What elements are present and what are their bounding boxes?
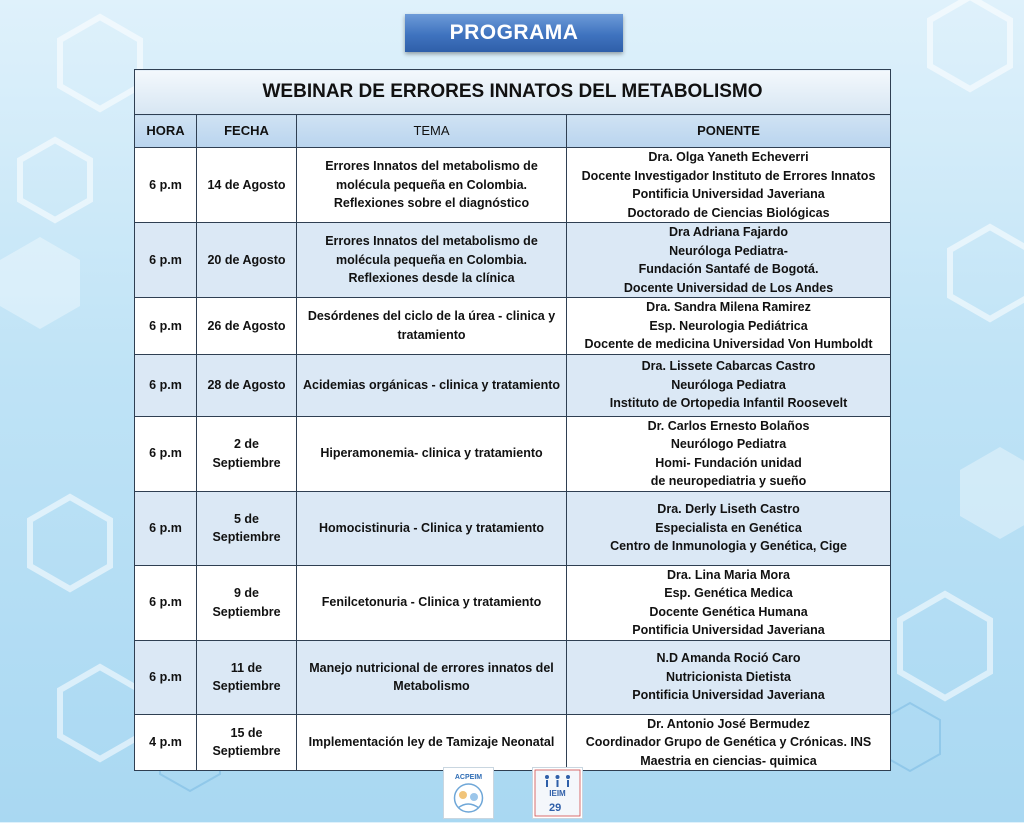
table-title: WEBINAR DE ERRORES INNATOS DEL METABOLISMO (135, 70, 891, 115)
fecha-cell: 2 de Septiembre (197, 416, 297, 491)
hora-cell: 6 p.m (135, 223, 197, 298)
ponente-cell (567, 416, 891, 491)
hora-cell: 6 p.m (135, 491, 197, 565)
ponente-line: Nutricionista Dietista (665, 669, 792, 684)
ponente-line: Pontificia Universidad Javeriana (632, 623, 825, 637)
ponente-line: Neuróloga Pediatra- (669, 243, 788, 258)
hora-cell: 6 p.m (135, 416, 197, 491)
ponente-line: Dra. Olga Yaneth Echeverri (648, 150, 809, 164)
ponente-line: Fundación Santafé de Bogotá. (638, 262, 819, 276)
header-ponente: PONENTE (567, 115, 891, 148)
ponente-cell (567, 148, 891, 223)
fecha-cell: 14 de Agosto (197, 148, 297, 223)
tema-cell: Homocistinuria - Clinica y tratamiento (297, 491, 567, 565)
table-row (135, 640, 891, 714)
tema-cell: Acidemias orgánicas - clinica y tratamiento (297, 354, 567, 416)
ponente-line: Dra. Lina Maria Mora (667, 567, 790, 582)
table-row (135, 354, 891, 416)
ponente-line: de neuropediatria y sueño (650, 474, 807, 488)
ponente-line: Docente Universidad de Los Andes (623, 280, 834, 295)
ponente-line: Instituto de Ortopedia Infantil Roosevelt (609, 396, 848, 411)
ponente-cell (567, 714, 891, 771)
ponente-line: Dra. Sandra Milena Ramirez (646, 300, 811, 314)
ponente-line: Homi- Fundación unidad (655, 455, 802, 470)
fecha-cell: 11 de Septiembre (197, 640, 297, 714)
ponente-line: Especialista en Genética (655, 520, 802, 535)
table-row (135, 148, 891, 223)
hora-cell: 6 p.m (135, 148, 197, 223)
fecha-cell: 9 de Septiembre (197, 565, 297, 640)
table-row (135, 416, 891, 491)
acpeim-logo-text: ACPEIM (454, 774, 483, 781)
header-hora: HORA (135, 115, 197, 148)
programa-banner: PROGRAMA (405, 14, 623, 52)
ponente-line: Dra. Lissete Cabarcas Castro (641, 359, 816, 374)
ponente-cell (567, 223, 891, 298)
ponente-line: Neurólogo Pediatra (670, 437, 787, 451)
ponente-line: Dr. Carlos Ernesto Bolaños (647, 418, 810, 433)
ponente-line: Dra Adriana Fajardo (669, 225, 789, 239)
tema-cell: Fenilcetonuria - Clinica y tratamiento (297, 565, 567, 640)
fecha-cell: 28 de Agosto (197, 354, 297, 416)
ponente-line: Pontificia Universidad Javeriana (632, 688, 825, 703)
hora-cell: 4 p.m (135, 714, 197, 771)
hora-cell: 6 p.m (135, 354, 197, 416)
ponente-line: Docente Investigador Instituto de Errores Innatos (581, 168, 876, 183)
tema-cell: Hiperamonemia- clinica y tratamiento (297, 416, 567, 491)
tema-cell: Implementación ley de Tamizaje Neonatal (297, 714, 567, 771)
ponente-line: Esp. Neurologia Pediátrica (649, 318, 808, 333)
tema-cell: Errores Innatos del metabolismo de molécula pequeña en Colombia. Reflexiones desde la clínica (297, 223, 567, 298)
ponente-line: Dr. Antonio José Bermudez (647, 716, 810, 731)
hora-cell: 6 p.m (135, 298, 197, 355)
ponente-cell (567, 354, 891, 416)
header-fecha: FECHA (197, 115, 297, 148)
fecha-cell: 15 de Septiembre (197, 714, 297, 771)
hora-cell: 6 p.m (135, 565, 197, 640)
ponente-cell (567, 640, 891, 714)
fecha-cell: 26 de Agosto (197, 298, 297, 355)
tema-cell: Desórdenes del ciclo de la úrea - clinica y tratamiento (297, 298, 567, 355)
ponente-cell (567, 491, 891, 565)
tema-cell: Manejo nutricional de errores innatos del Metabolismo (297, 640, 567, 714)
hora-cell: 6 p.m (135, 640, 197, 714)
ponente-line: Esp. Genética Medica (664, 586, 793, 600)
ponente-line: Neuróloga Pediatra (671, 377, 786, 392)
ponente-cell (567, 298, 891, 355)
svg-text:29: 29 (549, 802, 562, 814)
table-row (135, 714, 891, 771)
ieim-logo-text: IEIM (549, 789, 566, 798)
table-row (135, 565, 891, 640)
tema-cell: Errores Innatos del metabolismo de molécula pequeña en Colombia. Reflexiones sobre el diagnóstico (297, 148, 567, 223)
fecha-cell: 5 de Septiembre (197, 491, 297, 565)
ponente-line: Centro de Inmunologia y Genética, Cige (610, 539, 847, 554)
table-row (135, 491, 891, 565)
fecha-cell: 20 de Agosto (197, 223, 297, 298)
header-row (135, 115, 891, 148)
ponente-line: Docente Genética Humana (649, 604, 808, 619)
program-table (134, 69, 891, 771)
ponente-line: N.D Amanda Roció Caro (656, 651, 801, 666)
ponente-line: Doctorado de Ciencias Biológicas (627, 205, 830, 220)
header-tema: TEMA (297, 115, 567, 148)
ponente-line: Pontificia Universidad Javeriana (632, 187, 825, 201)
ponente-line: Coordinador Grupo de Genética y Crónicas. INS (585, 735, 872, 749)
acpeim-logo (443, 767, 494, 819)
ponente-line: Dra. Derly Liseth Castro (657, 502, 800, 517)
ieim-logo (532, 767, 583, 819)
ponente-line: Docente de medicina Universidad Von Humboldt (584, 337, 873, 351)
table-row (135, 298, 891, 355)
ponente-cell (567, 565, 891, 640)
ponente-line: Maestria en ciencias- quimica (640, 753, 817, 768)
table-row (135, 223, 891, 298)
